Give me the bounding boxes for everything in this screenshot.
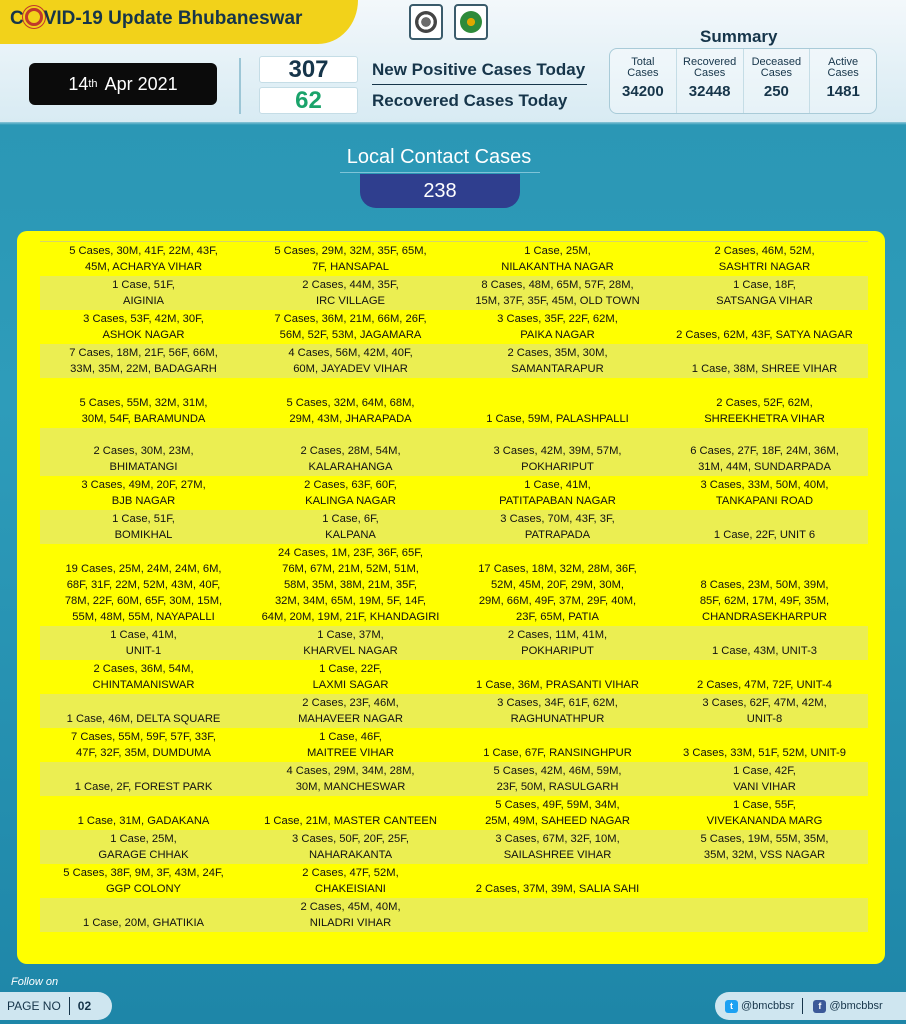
case-cell: 5 Cases, 32M, 64M, 68M, 29M, 43M, JHARAPADA <box>286 397 415 425</box>
case-cell: 7 Cases, 55M, 59F, 57F, 33F, 47F, 32F, 35M, DUMDUMA <box>71 731 216 759</box>
case-cell: 19 Cases, 25M, 24M, 24M, 6M, 68F, 31F, 22M, 52M, 43M, 40F, 78M, 22F, 60M, 65F, 30M, 15M, 55M, 48M, 55M, NAYAPALLI <box>64 563 223 623</box>
case-cell: 1 Case, 41M, PATITAPABAN NAGAR <box>499 479 616 507</box>
case-cell <box>454 898 661 932</box>
case-cell: 2 Cases, 62M, 43F, SATYA NAGAR <box>676 329 853 341</box>
case-cell: 2 Cases, 46M, 52M, SASHTRI NAGAR <box>714 245 815 273</box>
twitter-handle[interactable]: @bmcbbsr <box>741 1000 795 1012</box>
recovered-label: Recovered Cases Today <box>372 91 568 110</box>
cases-table <box>40 241 868 938</box>
case-cell: 1 Case, 42F, VANI VIHAR <box>661 762 868 796</box>
case-cell: 1 Case, 2F, FOREST PARK <box>40 762 247 796</box>
summary-total: Total Cases 34200 <box>610 49 677 113</box>
case-cell: 1 Case, 21M, MASTER CANTEEN <box>264 815 437 827</box>
case-cell: 1 Case, 22F, LAXMI SAGAR <box>312 663 389 691</box>
case-cell: 6 Cases, 27F, 18F, 24M, 36M, 31M, 44M, SUNDARPADA <box>661 428 868 476</box>
local-contact-count: 238 <box>360 174 520 208</box>
case-cell: 1 Case, 18F, SATSANGA VIHAR <box>661 276 868 310</box>
summary-active: Active Cases 1481 <box>826 56 860 100</box>
case-cell: 1 Case, 20M, GHATIKIA <box>40 898 247 932</box>
case-cell: 7 Cases, 36M, 21M, 66M, 26F, 56M, 52F, 53M, JAGAMARA <box>274 313 427 341</box>
case-cell: 5 Cases, 19M, 55M, 35M, 35M, 32M, VSS NAGAR <box>661 830 868 864</box>
case-cell: 1 Case, 36M, PRASANTI VIHAR <box>476 679 639 691</box>
case-cell: 2 Cases, 36M, 54M, CHINTAMANISWAR <box>92 663 195 691</box>
case-cell: 2 Cases, 11M, 41M, POKHARIPUT <box>454 626 661 660</box>
case-cell: 1 Case, 51F, BOMIKHAL <box>40 510 247 544</box>
header-divider <box>239 58 241 114</box>
case-cell: 2 Cases, 52F, 62M, SHREEKHETRA VIHAR <box>704 397 825 425</box>
case-cell: 2 Cases, 23F, 46M, MAHAVEER NAGAR <box>247 694 454 728</box>
case-cell: 1 Case, 31M, GADAKANA <box>77 815 210 827</box>
facebook-handle[interactable]: @bmcbbsr <box>829 1000 883 1012</box>
case-cell: 2 Cases, 44M, 35F, IRC VILLAGE <box>247 276 454 310</box>
virus-icon <box>25 8 43 26</box>
case-cell: 2 Cases, 28M, 54M, KALARAHANGA <box>247 428 454 476</box>
summary-deceased: Deceased Cases 250 <box>744 49 811 113</box>
follow-label: Follow on <box>11 976 59 988</box>
case-cell: 1 Case, 51F, AIGINIA <box>40 276 247 310</box>
case-cell: 1 Case, 6F, KALPANA <box>247 510 454 544</box>
case-cell: 3 Cases, 42M, 39M, 57M, POKHARIPUT <box>454 428 661 476</box>
case-cell: 5 Cases, 55M, 32M, 31M, 30M, 54F, BARAMUNDA <box>79 397 208 425</box>
case-cell: 5 Cases, 29M, 32M, 35F, 65M, 7F, HANSAPAL <box>274 245 427 273</box>
case-cell: 5 Cases, 30M, 41F, 22M, 43F, 45M, ACHARYA VIHAR <box>69 245 218 273</box>
summary-recovered: Recovered Cases 32448 <box>677 49 744 113</box>
page-title: C VID-19 Update Bhubaneswar <box>10 8 303 29</box>
case-cell: 1 Case, 43M, UNIT-3 <box>661 626 868 660</box>
case-cell: 3 Cases, 34F, 61F, 62M, RAGHUNATHPUR <box>454 694 661 728</box>
case-cell: 1 Case, 25M, NILAKANTHA NAGAR <box>501 245 614 273</box>
case-cell: 5 Cases, 38F, 9M, 3F, 43M, 24F, GGP COLONY <box>63 867 224 895</box>
case-cell: 1 Case, 25M, GARAGE CHHAK <box>40 830 247 864</box>
case-cell: 1 Case, 38M, SHREE VIHAR <box>661 344 868 378</box>
recovered-value: 62 <box>259 87 358 114</box>
case-cell: 7 Cases, 18M, 21F, 56F, 66M, 33M, 35M, 22M, BADAGARH <box>40 344 247 378</box>
social-bar <box>715 992 906 1020</box>
case-cell: 1 Case, 55F, VIVEKANANDA MARG <box>706 799 823 827</box>
case-cell: 3 Cases, 50F, 20F, 25F, NAHARAKANTA <box>247 830 454 864</box>
case-cell: 3 Cases, 62F, 47M, 42M, UNIT-8 <box>661 694 868 728</box>
case-cell: 1 Case, 37M, KHARVEL NAGAR <box>247 626 454 660</box>
summary-box <box>609 48 877 114</box>
case-cell: 1 Case, 46F, MAITREE VIHAR <box>306 731 395 759</box>
case-cell: 5 Cases, 42M, 46M, 59M, 23F, 50M, RASULGARH <box>454 762 661 796</box>
odisha-emblem-logo <box>409 4 443 40</box>
title-banner <box>0 0 358 44</box>
case-cell: 1 Case, 46M, DELTA SQUARE <box>40 694 247 728</box>
case-cell: 3 Cases, 67M, 32F, 10M, SAILASHREE VIHAR <box>454 830 661 864</box>
twitter-icon[interactable]: t <box>725 1000 738 1013</box>
case-cell: 1 Case, 67F, RANSINGHPUR <box>483 747 632 759</box>
case-cell: 3 Cases, 33M, 50M, 40M, TANKAPANI ROAD <box>700 479 829 507</box>
case-cell: 8 Cases, 23M, 50M, 39M, 85F, 62M, 17M, 49F, 35M, CHANDRASEKHARPUR <box>699 579 830 623</box>
page-separator <box>69 997 70 1015</box>
case-cell: 8 Cases, 48M, 65M, 57F, 28M, 15M, 37F, 35F, 45M, OLD TOWN <box>454 276 661 310</box>
case-cell: 2 Cases, 45M, 40M, NILADRI VIHAR <box>247 898 454 932</box>
case-cell: 2 Cases, 47F, 52M, CHAKEISIANI <box>302 867 399 895</box>
case-cell <box>661 864 868 898</box>
case-cell: 3 Cases, 33M, 51F, 52M, UNIT-9 <box>683 747 846 759</box>
case-cell: 4 Cases, 29M, 34M, 28M, 30M, MANCHESWAR <box>247 762 454 796</box>
stat-underline <box>372 84 587 85</box>
section-divider <box>340 172 540 173</box>
case-cell <box>661 898 868 932</box>
case-cell: 3 Cases, 49M, 20F, 27M, BJB NAGAR <box>81 479 206 507</box>
page-number-bar <box>0 992 112 1020</box>
case-cell: 3 Cases, 35F, 22F, 62M, PAIKA NAGAR <box>497 313 618 341</box>
case-cell: 4 Cases, 56M, 42M, 40F, 60M, JAYADEV VIHAR <box>247 344 454 378</box>
page-label: PAGE NO <box>7 999 61 1013</box>
case-cell: 2 Cases, 63F, 60F, KALINGA NAGAR <box>304 479 397 507</box>
summary-title: Summary <box>700 27 778 46</box>
new-positive-value: 307 <box>259 56 358 83</box>
case-cell: 17 Cases, 18M, 32M, 28M, 36F, 52M, 45M, 20F, 29M, 30M, 29M, 66M, 49F, 37M, 29F, 40M, 23F, 65M, PATIA <box>478 563 637 623</box>
section-title: Local Contact Cases <box>346 146 532 168</box>
new-positive-label: New Positive Cases Today <box>372 60 586 79</box>
case-cell: 24 Cases, 1M, 23F, 36F, 65F, 76M, 67M, 21M, 52M, 51M, 58M, 35M, 38M, 21M, 35F, 32M, 34M, 65M, 19M, 5F, 14F, 64M, 20M, 19M, 21F, KHANDAGIRI <box>261 547 440 623</box>
case-cell: 3 Cases, 53F, 42M, 30F, ASHOK NAGAR <box>83 313 204 341</box>
case-cell: 3 Cases, 70M, 43F, 3F, PATRAPADA <box>454 510 661 544</box>
case-cell: 1 Case, 41M, UNIT-1 <box>40 626 247 660</box>
case-cell: 2 Cases, 37M, 39M, SALIA SAHI <box>475 883 640 895</box>
case-cell: 2 Cases, 30M, 23M, BHIMATANGI <box>40 428 247 476</box>
bmc-logo <box>454 4 488 40</box>
case-cell: 5 Cases, 49F, 59M, 34M, 25M, 49M, SAHEED NAGAR <box>485 799 630 827</box>
page-number: 02 <box>77 999 92 1013</box>
case-cell: 1 Case, 59M, PALASHPALLI <box>486 413 629 425</box>
date-box: 14 th Apr 2021 <box>29 63 217 105</box>
facebook-icon[interactable]: f <box>813 1000 826 1013</box>
case-cell: 2 Cases, 47M, 72F, UNIT-4 <box>697 679 832 691</box>
case-cell: 2 Cases, 35M, 30M, SAMANTARAPUR <box>454 344 661 378</box>
social-separator <box>802 998 803 1014</box>
case-cell: 1 Case, 22F, UNIT 6 <box>661 510 868 544</box>
